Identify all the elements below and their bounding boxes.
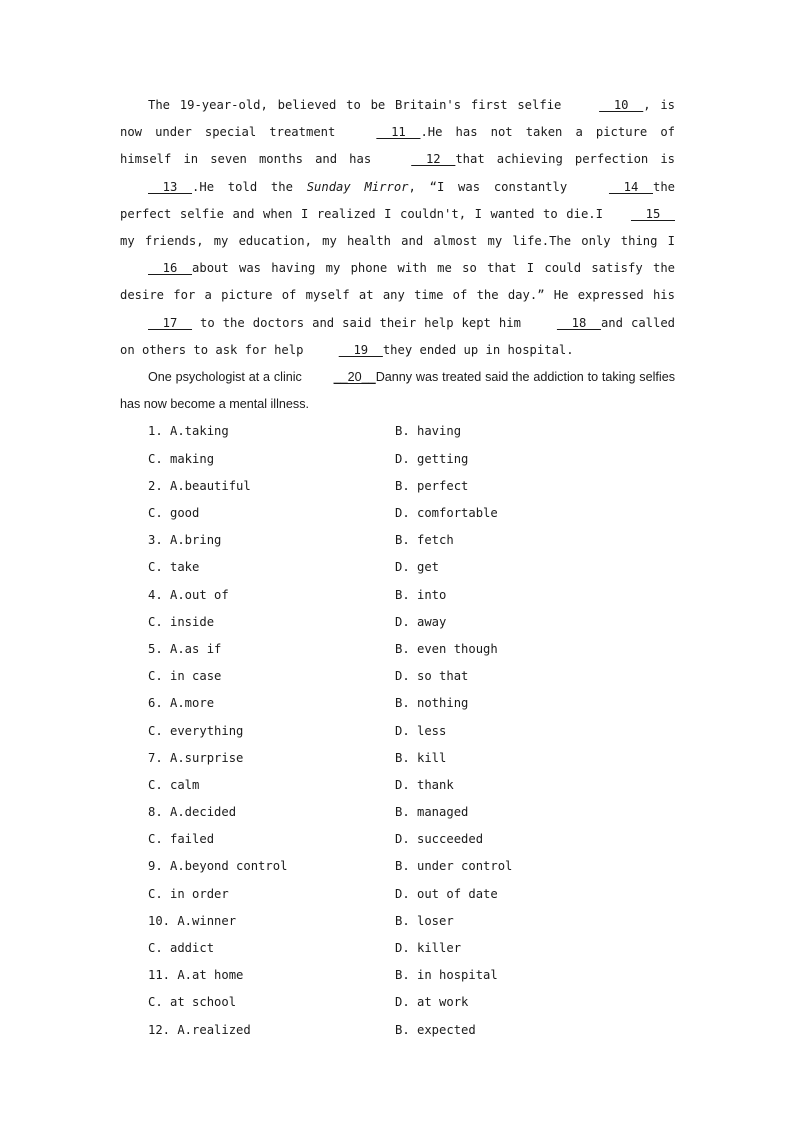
option-row (148, 690, 675, 717)
option-left: 9. A.beyond control (148, 859, 288, 874)
blank-10: __10__ (599, 98, 644, 112)
option-left: C. failed (148, 832, 215, 847)
option-row (148, 935, 675, 962)
passage-paragraph-1 (120, 92, 675, 364)
option-right: B. loser (395, 913, 454, 928)
option-right: D. out of date (395, 886, 498, 901)
option-row (148, 745, 675, 772)
option-right: D. less (395, 723, 447, 738)
passage-text: .He has not taken a picture of himself in seven months and has (120, 125, 675, 167)
option-left: 2. A.beautiful (148, 478, 251, 493)
option-left: 4. A.out of (148, 587, 229, 602)
blank-12: __12__ (411, 152, 456, 167)
option-right: B. under control (395, 859, 513, 874)
passage-text: about was having my phone with me so that I could satisfy the desire for a picture of myself at any time of the day.” He expressed his (120, 261, 675, 303)
option-left: 12. A.realized (148, 1022, 251, 1037)
blank-17: __17__ (148, 315, 193, 330)
option-row (148, 989, 675, 1016)
option-row (148, 418, 675, 445)
option-row (148, 853, 675, 880)
option-row (148, 1017, 675, 1044)
passage-text: , “I was constantly (408, 179, 581, 194)
option-right: D. so that (395, 669, 469, 684)
option-right: D. get (395, 560, 440, 575)
option-right: B. managed (395, 805, 469, 820)
option-row (148, 799, 675, 826)
option-right: B. fetch (395, 533, 454, 548)
option-left: 5. A.as if (148, 641, 222, 656)
option-left: C. addict (148, 941, 215, 955)
option-right: D. killer (395, 941, 462, 955)
blank-15: __15__ (630, 206, 675, 221)
passage-text: to the doctors and said their help kept him (192, 315, 529, 330)
option-row (148, 881, 675, 908)
option-left: C. in case (148, 669, 222, 684)
option-right: D. at work (395, 995, 469, 1010)
option-right: B. into (395, 587, 447, 602)
option-right: B. expected (395, 1022, 476, 1037)
blank-16: __16__ (148, 261, 193, 276)
blank-13: __13__ (148, 179, 193, 194)
option-row (148, 609, 675, 636)
passage-text: and called on others to ask for help (120, 315, 676, 357)
option-row (148, 962, 675, 989)
option-right: B. nothing (395, 696, 469, 711)
option-row (148, 826, 675, 853)
option-left: 6. A.more (148, 696, 215, 711)
passage-text: they ended up in hospital. (382, 342, 574, 357)
option-right: B. kill (395, 750, 447, 765)
document-body (120, 92, 675, 1044)
option-left: C. everything (148, 723, 244, 738)
option-left: C. take (148, 560, 200, 575)
option-left: C. in order (148, 886, 229, 901)
option-row (148, 582, 675, 609)
option-left: 11. A.at home (148, 968, 244, 983)
blank-19: __19__ (338, 342, 383, 357)
blank-11: __11__ (376, 125, 421, 140)
option-row (148, 446, 675, 473)
option-left: C. at school (148, 995, 237, 1010)
passage-text: .He told the (192, 179, 307, 194)
passage-text: my friends, my education, my health and almost my life.The only thing I (120, 234, 675, 249)
blank-14: __14__ (608, 179, 653, 194)
option-right: B. having (395, 424, 462, 439)
option-row (148, 500, 675, 527)
option-left: C. making (148, 451, 215, 466)
option-row (148, 663, 675, 690)
passage-paragraph-2 (120, 364, 675, 418)
option-left: C. calm (148, 777, 200, 792)
option-right: D. getting (395, 451, 469, 466)
blank-20: __20__ (333, 370, 376, 385)
passage-text: , is now under special treatment (120, 98, 676, 140)
option-row (148, 473, 675, 500)
option-row (148, 636, 675, 663)
option-right: D. succeeded (395, 832, 484, 847)
option-right: B. even though (395, 641, 498, 656)
option-right: B. in hospital (395, 968, 498, 983)
option-left: 1. A.taking (148, 424, 229, 439)
passage-text: that achieving perfection is (455, 152, 675, 167)
option-left: 8. A.decided (148, 805, 237, 820)
option-row (148, 908, 675, 935)
passage-text: the perfect selfie and when I realized I couldn't, I wanted to die.I (120, 179, 676, 221)
option-left: C. inside (148, 614, 215, 629)
option-left: 10. A.winner (148, 913, 237, 928)
option-left: C. good (148, 506, 200, 520)
passage-text: Danny was treated said the addiction to taking selfies has now become a mental illness. (120, 370, 675, 412)
option-row (148, 718, 675, 745)
option-right: D. away (395, 614, 447, 629)
option-right: B. perfect (395, 478, 469, 493)
blank-18: __18__ (556, 315, 601, 330)
option-row (148, 554, 675, 581)
option-right: D. thank (395, 777, 454, 792)
option-left: 3. A.bring (148, 533, 222, 548)
answer-options (120, 418, 675, 1043)
option-row (148, 772, 675, 799)
passage-text: One psychologist at a clinic (148, 370, 306, 385)
option-left: 7. A.surprise (148, 750, 244, 765)
option-right: D. comfortable (395, 506, 498, 520)
magazine-name: Sunday Mirror (306, 179, 409, 194)
passage-text: The 19-year-old, believed to be Britain's first selfie (148, 98, 572, 112)
option-row (148, 527, 675, 554)
